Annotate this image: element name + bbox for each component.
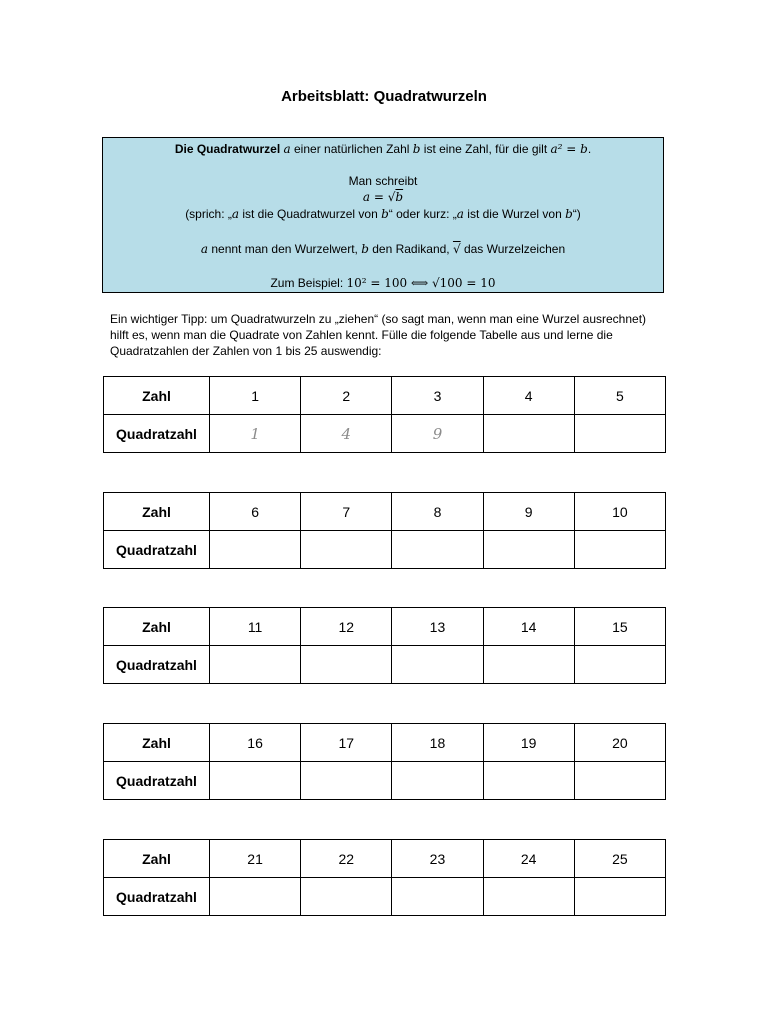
radicand: b — [395, 190, 404, 204]
number-cell: 20 — [574, 724, 665, 762]
square-answer-cell[interactable] — [392, 878, 483, 916]
square-answer-cell[interactable] — [210, 646, 301, 684]
square-row — [104, 415, 666, 453]
number-row — [104, 608, 666, 646]
number-cell: 13 — [392, 608, 483, 646]
row-label-number: Zahl — [104, 840, 210, 878]
text: das Wurzelzeichen — [460, 242, 566, 256]
number-cell: 14 — [483, 608, 574, 646]
square-answer-cell[interactable] — [210, 531, 301, 569]
formula: a = — [362, 190, 388, 204]
square-answer-cell[interactable] — [574, 531, 665, 569]
number-row — [104, 493, 666, 531]
row-label-square: Quadratzahl — [104, 415, 210, 453]
definition-box — [102, 137, 664, 293]
square-answer-cell[interactable] — [483, 762, 574, 800]
radical-icon: √ — [387, 190, 396, 204]
number-cell: 6 — [210, 493, 301, 531]
square-answer-cell[interactable] — [483, 646, 574, 684]
square-row — [104, 762, 666, 800]
square-answer-cell[interactable]: 1 — [210, 415, 301, 453]
square-answer-cell[interactable] — [483, 415, 574, 453]
square-answer-cell[interactable] — [392, 646, 483, 684]
page-title: Arbeitsblatt: Quadratwurzeln — [281, 88, 487, 105]
number-cell: 7 — [301, 493, 392, 531]
row-label-number: Zahl — [104, 724, 210, 762]
number-cell: 18 — [392, 724, 483, 762]
radical-icon: √ — [452, 242, 461, 256]
number-cell: 1 — [210, 377, 301, 415]
number-cell: 12 — [301, 608, 392, 646]
variable-a: a — [231, 207, 240, 221]
row-label-number: Zahl — [104, 608, 210, 646]
square-answer-cell[interactable] — [574, 646, 665, 684]
row-label-number: Zahl — [104, 493, 210, 531]
square-answer-cell[interactable] — [392, 762, 483, 800]
example-line — [103, 277, 663, 289]
definition-text: einer natürlichen Zahl — [290, 142, 413, 156]
square-answer-cell[interactable] — [210, 762, 301, 800]
variable-a: a — [456, 207, 464, 221]
variable-b: b — [361, 242, 369, 256]
square-row — [104, 531, 666, 569]
row-label-square: Quadratzahl — [104, 762, 210, 800]
variable-b: b — [381, 207, 389, 221]
square-answer-cell[interactable]: 4 — [301, 415, 392, 453]
text: Zum Beispiel: — [270, 276, 347, 290]
text: (sprich: „ — [185, 207, 232, 221]
number-cell: 11 — [210, 608, 301, 646]
number-cell: 5 — [574, 377, 665, 415]
squares-table — [103, 492, 666, 569]
number-cell: 25 — [574, 840, 665, 878]
tip-paragraph: Ein wichtiger Tipp: um Quadratwurzeln zu „ziehen“ (so sagt man, wenn man eine Wurzel ausrechnet) hilft es, wenn man die Quadrate von Zahlen kennt. Fülle die folgende Tabelle aus und lerne die Quadratzahlen der Zahlen von 1 bis 25 auswendig: — [110, 312, 647, 358]
formula: a² = b — [550, 142, 588, 156]
terminology-line — [103, 243, 663, 255]
number-cell: 3 — [392, 377, 483, 415]
number-cell: 17 — [301, 724, 392, 762]
squares-table — [103, 723, 666, 800]
squares-table — [103, 607, 666, 684]
squares-table — [103, 839, 666, 916]
number-cell: 16 — [210, 724, 301, 762]
number-cell: 24 — [483, 840, 574, 878]
variable-b: b — [565, 207, 573, 221]
notation-intro: Man schreibt — [348, 174, 418, 188]
square-answer-cell[interactable] — [301, 531, 392, 569]
number-cell: 8 — [392, 493, 483, 531]
square-answer-cell[interactable] — [574, 878, 665, 916]
number-row — [104, 724, 666, 762]
example-formula: 10² = 100 ⟺ √100 = 10 — [346, 276, 496, 290]
number-cell: 9 — [483, 493, 574, 531]
square-row — [104, 646, 666, 684]
square-answer-cell[interactable] — [574, 762, 665, 800]
definition-line — [103, 143, 663, 155]
square-answer-cell[interactable] — [210, 878, 301, 916]
number-cell: 23 — [392, 840, 483, 878]
text: den Radikand, — [368, 242, 453, 256]
number-row — [104, 840, 666, 878]
square-answer-cell[interactable] — [392, 531, 483, 569]
variable-a: a — [200, 242, 209, 256]
pronunciation-line — [103, 208, 663, 220]
square-answer-cell[interactable] — [574, 415, 665, 453]
square-answer-cell[interactable] — [483, 878, 574, 916]
text: ist die Wurzel von — [463, 207, 566, 221]
definition-text: Die Quadratwurzel — [174, 142, 284, 156]
number-cell: 19 — [483, 724, 574, 762]
number-cell: 22 — [301, 840, 392, 878]
definition-text: ist eine Zahl, für die gilt — [420, 142, 551, 156]
notation-formula — [103, 191, 663, 203]
squares-table — [103, 376, 666, 453]
row-label-square: Quadratzahl — [104, 878, 210, 916]
square-answer-cell[interactable]: 9 — [392, 415, 483, 453]
text: ist die Quadratwurzel von — [239, 207, 382, 221]
number-cell: 10 — [574, 493, 665, 531]
variable-b: b — [412, 142, 421, 156]
definition-text: . — [587, 142, 592, 156]
variable-a: a — [283, 142, 291, 156]
number-cell: 4 — [483, 377, 574, 415]
square-answer-cell[interactable] — [301, 646, 392, 684]
row-label-square: Quadratzahl — [104, 531, 210, 569]
number-row — [104, 377, 666, 415]
row-label-number: Zahl — [104, 377, 210, 415]
number-cell: 15 — [574, 608, 665, 646]
text: nennt man den Wurzelwert, — [208, 242, 362, 256]
number-cell: 21 — [210, 840, 301, 878]
square-answer-cell[interactable] — [301, 762, 392, 800]
square-answer-cell[interactable] — [301, 878, 392, 916]
number-cell: 2 — [301, 377, 392, 415]
row-label-square: Quadratzahl — [104, 646, 210, 684]
text: “) — [572, 207, 581, 221]
square-answer-cell[interactable] — [483, 531, 574, 569]
square-row — [104, 878, 666, 916]
text: “ oder kurz: „ — [388, 207, 457, 221]
